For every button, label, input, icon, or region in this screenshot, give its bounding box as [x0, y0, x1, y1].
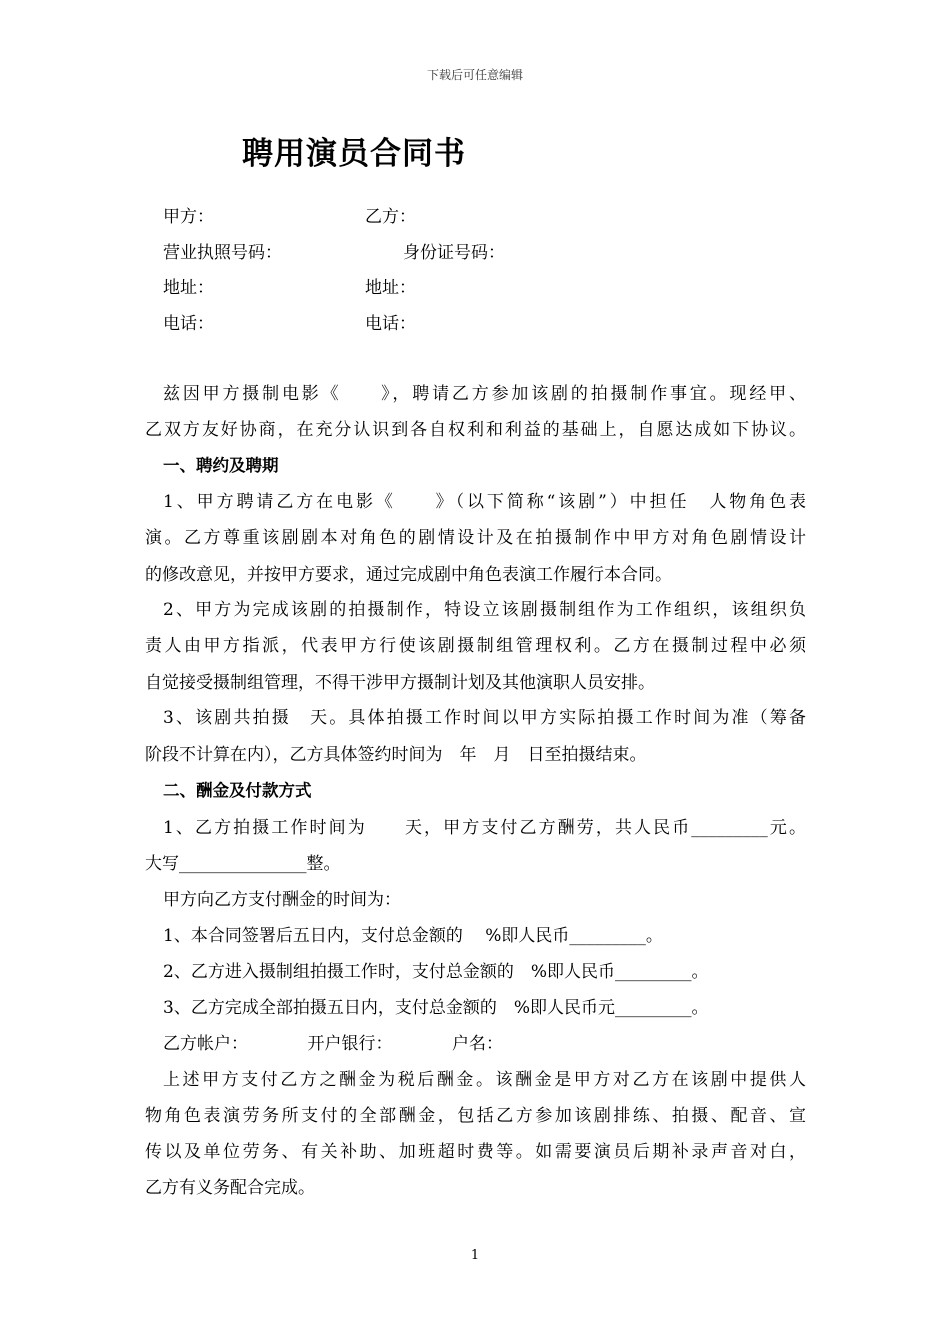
- payment-line: 1、乙方拍摄工作时间为 天，甲方支付乙方酬劳，共人民币_________元。: [163, 818, 806, 838]
- id-number-label: 身份证号码：: [403, 243, 505, 263]
- address-a-label: 地址：: [163, 278, 214, 298]
- payment-line: 甲方向乙方支付酬金的时间为：: [163, 890, 401, 910]
- payment-line: 2、乙方进入摄制组拍摄工作时，支付总金额的 %即人民币_________。: [163, 962, 709, 982]
- payment-note-line: 物角色表演劳务所支付的全部酬金，包括乙方参加该剧排练、拍摄、配音、宣: [145, 1106, 806, 1126]
- clause-line: 演。乙方尊重该剧剧本对角色的剧情设计及在拍摄制作中甲方对角色剧情设计: [145, 528, 806, 548]
- document-title: 聘用演员合同书: [242, 136, 466, 172]
- payment-note-line: 上述甲方支付乙方之酬金为税后酬金。该酬金是甲方对乙方在该剧中提供人: [163, 1070, 806, 1090]
- party-b-label: 乙方：: [365, 207, 416, 227]
- payment-line: 大写_______________整。: [145, 854, 341, 874]
- clause-line: 2、甲方为完成该剧的拍摄制作，特设立该剧摄制组作为工作组织，该组织负: [163, 600, 806, 620]
- account-line: 乙方帐户： 开户银行： 户名：: [163, 1034, 503, 1054]
- section-heading-1: 一、聘约及聘期: [163, 456, 279, 475]
- clause-line: 的修改意见，并按甲方要求，通过完成剧中角色表演工作履行本合同。: [145, 565, 672, 585]
- payment-note-line: 乙方有义务配合完成。: [145, 1178, 315, 1198]
- clause-line: 责人由甲方指派，代表甲方行使该剧摄制组管理权利。乙方在摄制过程中必须: [145, 636, 806, 656]
- clause-line: 自觉接受摄制组管理，不得干涉甲方摄制计划及其他演职人员安排。: [145, 673, 655, 693]
- payment-line: 3、乙方完成全部拍摄五日内，支付总金额的 %即人民币元_________。: [163, 998, 709, 1018]
- page-number: 1: [470, 1248, 480, 1263]
- phone-b-label: 电话：: [365, 314, 416, 334]
- address-b-label: 地址：: [365, 278, 416, 298]
- clause-line: 1、甲方聘请乙方在电影《 》（以下简称“该剧”）中担任 人物角色表: [163, 492, 806, 512]
- payment-note-line: 传以及单位劳务、有关补助、加班超时费等。如需要演员后期补录声音对白，: [145, 1142, 806, 1162]
- preamble-line: 乙双方友好协商，在充分认识到各自权利和利益的基础上，自愿达成如下协议。: [145, 420, 806, 440]
- preamble-line: 兹因甲方摄制电影《 》，聘请乙方参加该剧的拍摄制作事宜。现经甲、: [163, 384, 806, 404]
- party-a-label: 甲方：: [163, 207, 214, 227]
- license-number-label: 营业执照号码：: [163, 243, 282, 263]
- section-heading-2: 二、酬金及付款方式: [163, 781, 312, 800]
- phone-a-label: 电话：: [163, 314, 214, 334]
- page-header: 下载后可任意编辑: [426, 68, 523, 82]
- clause-line: 3、该剧共拍摄 天。具体拍摄工作时间以甲方实际拍摄工作时间为准（筹备: [163, 708, 806, 728]
- clause-line: 阶段不计算在内），乙方具体签约时间为 年 月 日至拍摄结束。: [145, 745, 647, 765]
- payment-line: 1、本合同签署后五日内，支付总金额的 %即人民币_________。: [163, 926, 663, 946]
